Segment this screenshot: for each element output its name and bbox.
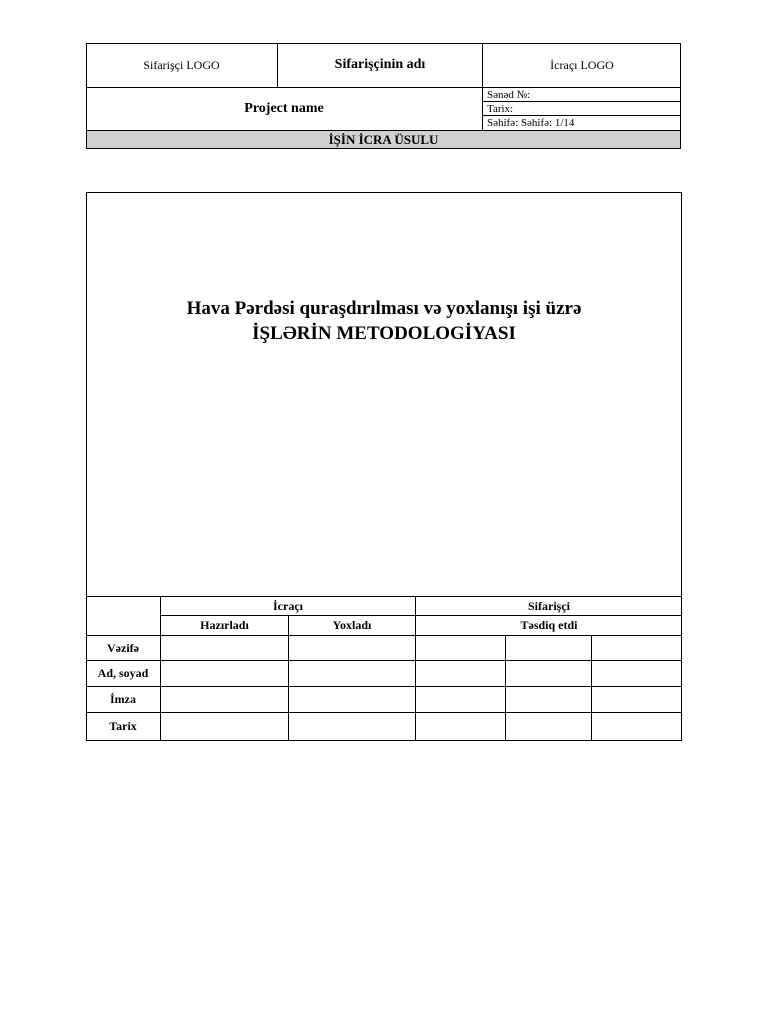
row-label-position: Vəzifə xyxy=(107,640,139,655)
page-field: Səhifə: Səhifə: 1/14 xyxy=(487,117,575,129)
row-label-name: Ad, soyad xyxy=(97,666,149,680)
contractor-header: İcraçı xyxy=(273,598,303,613)
doc-number-field: Sənəd №: xyxy=(487,88,531,101)
header-table xyxy=(86,43,681,149)
document-title-line2: İŞLƏRİN METODOLOGİYASI xyxy=(252,323,516,344)
project-name: Project name xyxy=(244,101,324,116)
approved-header: Təsdiq etdi xyxy=(520,618,578,632)
customer-logo: Sifarişçi LOGO xyxy=(143,57,220,72)
prepared-header: Hazırladı xyxy=(200,618,249,632)
customer-header: Sifarişçi xyxy=(528,598,570,613)
customer-name: Sifarişçinin adı xyxy=(334,57,426,72)
contractor-logo: İcraçı LOGO xyxy=(550,57,614,72)
date-field: Tarix: xyxy=(487,102,514,115)
section-title: İŞİN İCRA ÜSULU xyxy=(87,131,680,148)
document-title-line1: Hava Pərdəsi quraşdırılması və yoxlanışı işi üzrə xyxy=(186,298,582,319)
row-label-signature: İmza xyxy=(110,692,136,706)
row-label-date: Tarix xyxy=(109,719,137,733)
checked-header: Yoxladı xyxy=(332,618,372,632)
approval-table xyxy=(86,596,682,741)
